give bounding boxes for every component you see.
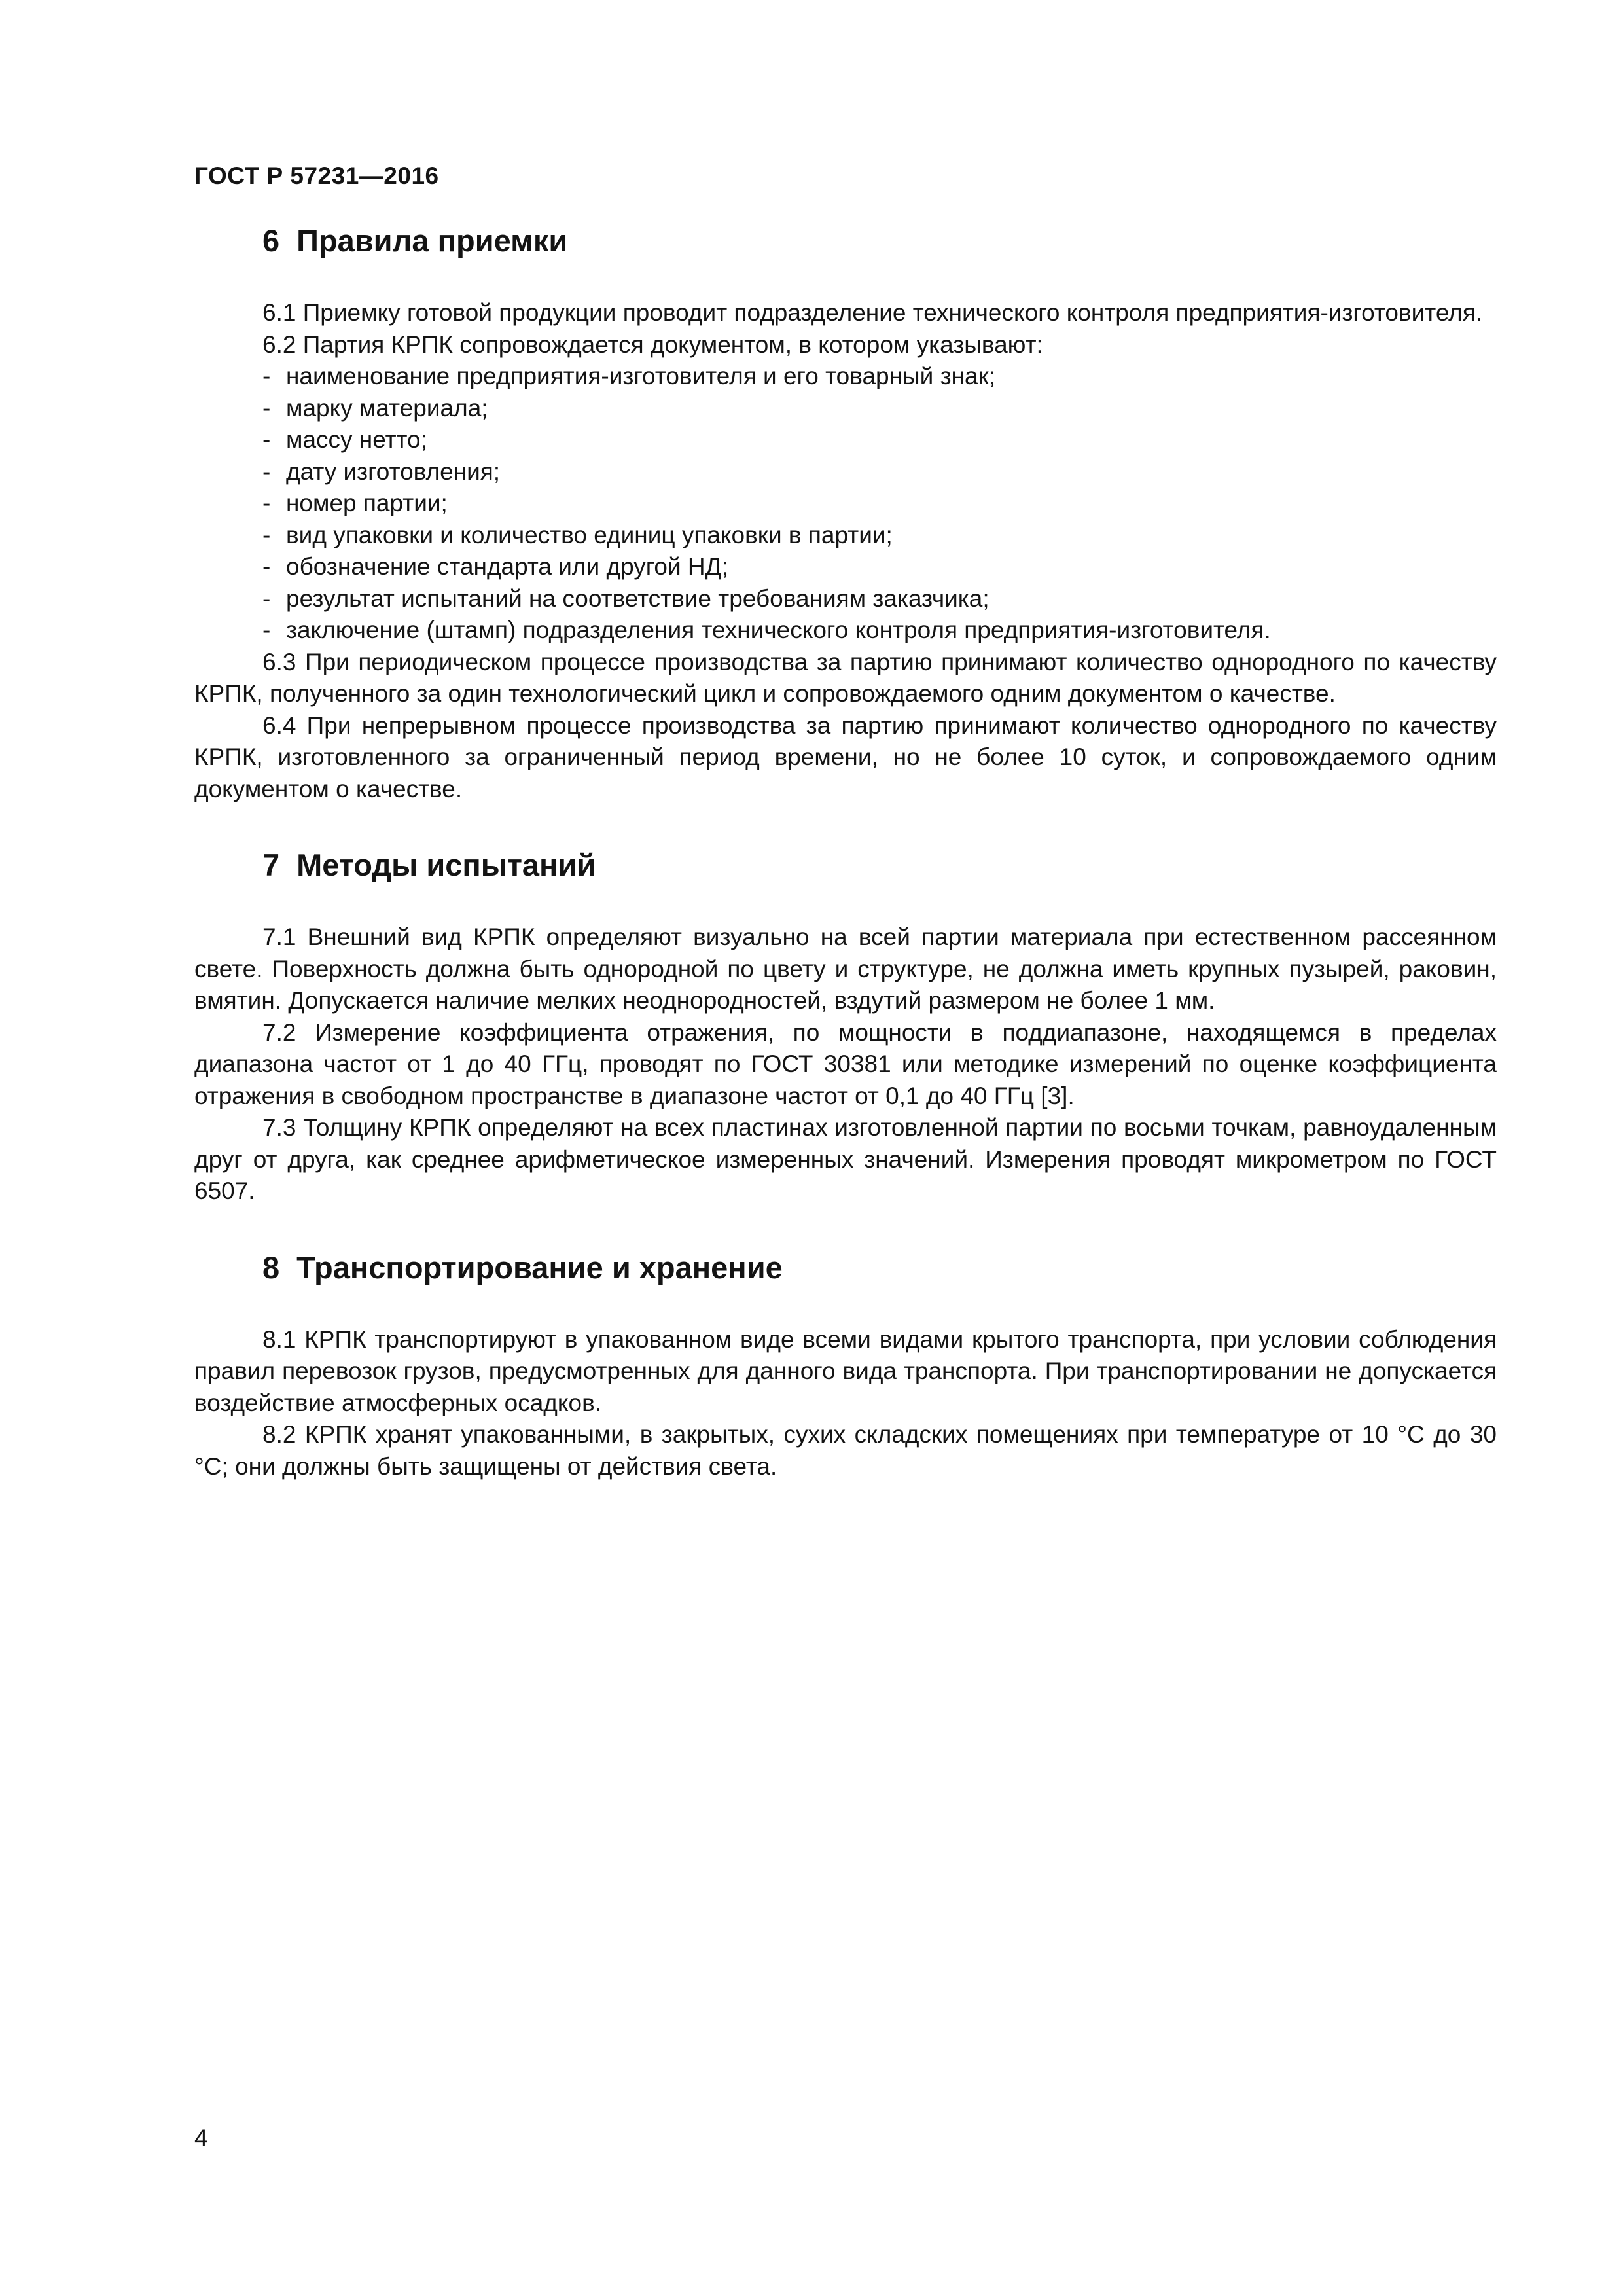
document-body xyxy=(194,223,1497,1482)
paragraph-6-1: 6.1 Приемку готовой продукции проводит подразделение технического контроля предприятия-изготовителя. xyxy=(262,299,1483,326)
dash-marker: - xyxy=(262,617,271,643)
list-item xyxy=(194,488,1497,520)
document-info-list xyxy=(194,361,1497,647)
dash-marker: - xyxy=(262,490,271,516)
paragraph-8-1: 8.1 КРПК транспортируют в упакованном виде всеми видами крытого транспорта, при условии соблюдения правил перевозок грузов, предусмотренных для данного вида транспорта. При транспортировании не допускается воздействие атмосферных осадков. xyxy=(194,1325,1497,1416)
paragraph-7-3: 7.3 Толщину КРПК определяют на всех пластинах изготовленной партии по восьми точкам, равноудаленным друг от друга, как среднее арифметическое измеренных значений. Измерения проводят микрометром по ГОСТ 6507. xyxy=(194,1114,1497,1204)
section-6 xyxy=(194,223,1497,805)
dash-marker: - xyxy=(262,363,271,389)
section-6-heading xyxy=(194,223,1497,259)
document-header-standard-id: ГОСТ Р 57231—2016 xyxy=(194,162,439,189)
section-7-title: Методы испытаний xyxy=(296,848,596,882)
section-7 xyxy=(194,847,1497,1208)
section-8-title: Транспортирование и хранение xyxy=(296,1249,783,1285)
list-item xyxy=(194,393,1497,425)
dash-marker: - xyxy=(262,521,271,548)
dash-marker: - xyxy=(262,553,271,580)
paragraph-6-3: 6.3 При периодическом процессе производства за партию принимают количество однородного по качеству КРПК, полученного за один технологический цикл и сопровождаемого одним документом о качестве. xyxy=(194,648,1497,707)
section-8-number: 8 xyxy=(262,1249,280,1285)
list-item-text: марку материала; xyxy=(286,394,488,422)
paragraph-7-1: 7.1 Внешний вид КРПК определяют визуально на всей партии материала при естественном рассеянном свете. Поверхность должна быть однородной по цвету и структуре, не должна иметь крупных пузырей, раковин, вмятин. Допускается наличие мелких неоднородностей, вздутий размером не более 1 мм. xyxy=(194,924,1497,1014)
dash-marker: - xyxy=(262,584,271,612)
list-item xyxy=(194,361,1497,393)
page-number: 4 xyxy=(194,2125,208,2151)
dash-marker: - xyxy=(262,457,271,485)
section-8-heading xyxy=(194,1249,1497,1286)
section-6-number: 6 xyxy=(262,223,280,258)
list-item-text: заключение (штамп) подразделения технического контроля предприятия-изготовителя. xyxy=(286,617,1271,643)
list-item-text: номер партии; xyxy=(286,490,448,516)
paragraph-6-4: 6.4 При непрерывном процессе производства за партию принимают количество однородного по качеству КРПК, изготовленного за ограниченный период времени, но не более 10 суток, и сопровождаемого одним документом о качестве. xyxy=(194,711,1497,802)
list-item xyxy=(194,456,1497,488)
list-item xyxy=(194,424,1497,456)
list-item xyxy=(194,583,1497,615)
section-8 xyxy=(194,1249,1497,1483)
list-item-text: дату изготовления; xyxy=(286,457,501,485)
list-item-text: результат испытаний на соответствие требованиям заказчика; xyxy=(286,584,990,612)
list-item-text: обозначение стандарта или другой НД; xyxy=(286,553,728,580)
dash-marker: - xyxy=(262,426,271,453)
section-7-heading xyxy=(194,847,1497,884)
list-item-text: вид упаковки и количество единиц упаковки в партии; xyxy=(286,521,893,548)
list-item xyxy=(194,615,1497,647)
section-6-title: Правила приемки xyxy=(296,223,568,258)
list-item xyxy=(194,551,1497,583)
section-7-number: 7 xyxy=(262,848,280,882)
list-item xyxy=(194,520,1497,552)
paragraph-6-2: 6.2 Партия КРПК сопровождается документом, в котором указывают: xyxy=(262,331,1043,358)
paragraph-8-2: 8.2 КРПК хранят упакованными, в закрытых, сухих складских помещениях при температуре от 10 °С до 30 °С; они должны быть защищены от действия света. xyxy=(194,1421,1497,1480)
paragraph-7-2: 7.2 Измерение коэффициента отражения, по мощности в поддиапазоне, находящемся в пределах диапазона частот от 1 до 40 ГГц, проводят по ГОСТ 30381 или методике измерений по оценке коэффициента отражения в свободном пространстве в диапазоне частот от 0,1 до 40 ГГц [3]. xyxy=(194,1018,1497,1109)
dash-marker: - xyxy=(262,394,271,422)
list-item-text: наименование предприятия-изготовителя и его товарный знак; xyxy=(286,363,996,389)
list-item-text: массу нетто; xyxy=(286,426,427,453)
